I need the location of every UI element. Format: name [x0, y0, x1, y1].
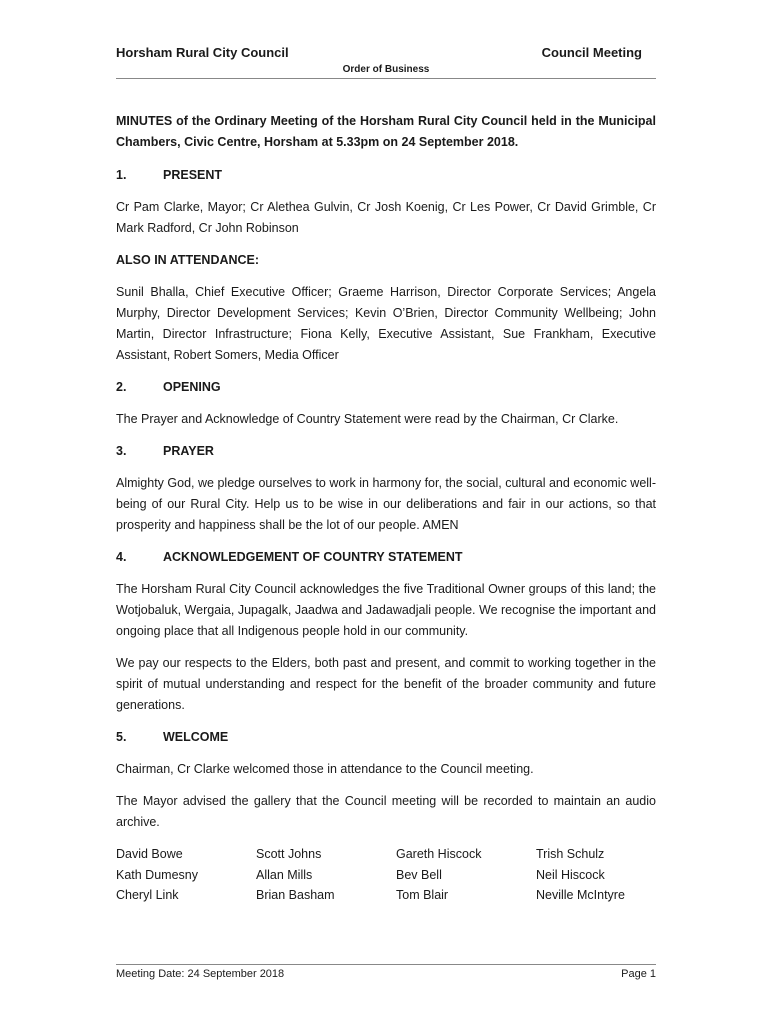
section-heading-acknowledgement: [116, 547, 656, 568]
section-title: WELCOME: [163, 730, 229, 744]
section-heading-welcome: [116, 727, 656, 748]
attendee-name: Neil Hiscock: [536, 867, 605, 882]
present-text: Cr Pam Clarke, Mayor; Cr Alethea Gulvin, Cr Josh Koenig, Cr Les Power, Cr David Grimble, Cr Mark Radford, Cr John Robinson: [116, 200, 656, 235]
attendee-name: Bev Bell: [396, 867, 442, 882]
section-number: 2.: [116, 380, 127, 394]
attendee-name: Kath Dumesny: [116, 867, 198, 882]
section-title: PRESENT: [163, 168, 223, 182]
section-title: PRAYER: [163, 444, 214, 458]
acknowledgement-paragraph-2: We pay our respects to the Elders, both past and present, and commit to working together in the spirit of mutual understanding and respect for the benefit of the broader community and future generations.: [116, 656, 656, 712]
section-number: 5.: [116, 730, 127, 744]
welcome-paragraph-2: The Mayor advised the gallery that the Council meeting will be recorded to maintain an audio archive.: [116, 794, 656, 829]
attendee-name: David Bowe: [116, 847, 183, 861]
footer-page-number: Page 1: [621, 968, 656, 980]
header-meeting-type: Council Meeting: [541, 45, 642, 60]
section-number: 4.: [116, 550, 127, 564]
welcome-paragraph-1: Chairman, Cr Clarke welcomed those in attendance to the Council meeting.: [116, 762, 534, 776]
section-title: ACKNOWLEDGEMENT OF COUNTRY STATEMENT: [163, 550, 463, 564]
footer-meeting-date: Meeting Date: 24 September 2018: [116, 968, 285, 980]
acknowledgement-paragraph-1: The Horsham Rural City Council acknowledges the five Traditional Owner groups of this land; the Wotjobaluk, Wergaia, Jupagalk, Jaadwa and Jadawadjali people. We recognise the important and ongoing place that all Indigenous people hold in our community.: [116, 582, 656, 638]
attendee-name: Gareth Hiscock: [396, 847, 482, 861]
section-heading-prayer: [116, 441, 656, 462]
attendee-name: Neville McIntyre: [536, 888, 625, 902]
attendee-name: Scott Johns: [256, 847, 322, 861]
attendee-name: Cheryl Link: [116, 888, 179, 902]
minutes-intro: MINUTES of the Ordinary Meeting of the Horsham Rural City Council held in the Municipal Chambers, Civic Centre, Horsham at 5.33pm on 24 September 2018.: [116, 114, 656, 149]
attendance-heading: ALSO IN ATTENDANCE:: [116, 253, 260, 267]
section-title: OPENING: [163, 380, 221, 394]
attendee-name: Brian Basham: [256, 888, 335, 902]
section-heading-opening: [116, 377, 656, 398]
gallery-attendees-grid: [116, 844, 656, 906]
prayer-text: Almighty God, we pledge ourselves to work in harmony for, the social, cultural and economic well-being of our Rural City. Help us to be wise in our deliberations and fair in our actions, so that prosperity and happiness shall be the lot of our people. AMEN: [116, 476, 656, 532]
header-divider: [116, 78, 656, 79]
section-number: 3.: [116, 444, 127, 458]
header-organisation: Horsham Rural City Council: [116, 45, 289, 60]
document-page: [116, 0, 656, 1024]
attendee-name: Allan Mills: [256, 867, 313, 882]
opening-text: The Prayer and Acknowledge of Country Statement were read by the Chairman, Cr Clarke.: [116, 412, 619, 426]
footer-divider: [116, 964, 656, 965]
header-subtitle: Order of Business: [342, 64, 430, 75]
minutes-body: [116, 111, 656, 906]
attendee-name: Tom Blair: [396, 888, 449, 902]
attendee-name: Trish Schulz: [536, 847, 605, 861]
attendance-text: Sunil Bhalla, Chief Executive Officer; Graeme Harrison, Director Corporate Services; Angela Murphy, Director Development Services; Kevin O’Brien, Director Community Wellbeing; John Martin, Director Infrastructure; Fiona Kelly, Executive Assistant, Sue Frankham, Executive Assistant, Robert Somers, Media Officer: [116, 285, 656, 362]
section-heading-present: [116, 165, 656, 186]
section-number: 1.: [116, 168, 127, 182]
